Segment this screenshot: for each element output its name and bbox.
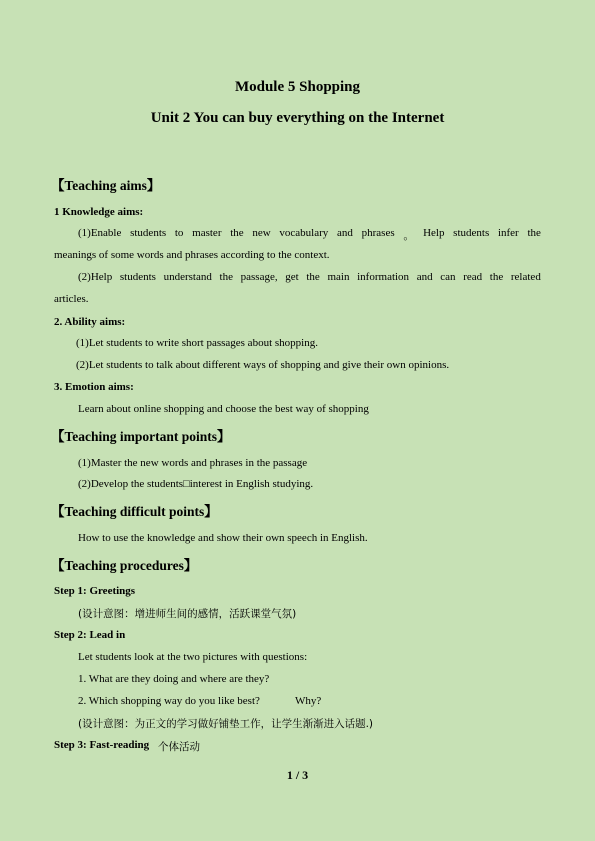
justified-word: to: [174, 227, 184, 239]
knowledge-item2-line2: articles.: [54, 293, 89, 305]
justified-word: and: [416, 271, 433, 283]
important-item1: (1)Master the new words and phrases in the passage: [78, 457, 308, 469]
step1-heading: Step 1: Greetings: [54, 585, 136, 597]
ability-item1: (1)Let students to write short passages about shopping.: [76, 337, 318, 349]
emotion-item1: Learn about online shopping and choose the best way of shopping: [78, 403, 369, 415]
justified-word: and: [337, 227, 353, 239]
justified-word: students: [119, 271, 156, 283]
difficult-item1: How to use the knowledge and show their own speech in English.: [78, 532, 368, 544]
justified-word: can: [440, 271, 456, 283]
important-item2: (2)Develop the students□interest in English studying.: [78, 478, 314, 490]
justified-word: master: [192, 227, 222, 239]
knowledge-aims-heading: 1 Knowledge aims:: [54, 206, 144, 218]
ability-item2: (2)Let students to talk about different ways of shopping and give their own opinions.: [76, 359, 450, 371]
step2-question2-why: Why?: [295, 695, 322, 707]
step2-heading: Step 2: Lead in: [54, 629, 126, 641]
step2-question1: 1. What are they doing and where are they?: [78, 673, 270, 685]
justified-word: understand: [163, 271, 212, 283]
justified-word: passage,: [240, 271, 278, 283]
unit-title: Unit 2 You can buy everything on the Internet: [150, 110, 445, 126]
justified-word: students: [130, 227, 167, 239]
justified-word: the: [219, 271, 233, 283]
justified-word: new: [252, 227, 271, 239]
justified-word: students: [453, 227, 490, 239]
teaching-aims-heading: 【Teaching aims】: [51, 178, 161, 193]
knowledge-item1-line1: [78, 227, 541, 243]
justified-word: get: [285, 271, 299, 283]
justified-word: the: [527, 227, 541, 239]
step3-heading: Step 3: Fast-reading: [54, 739, 150, 751]
knowledge-item2-line1: [78, 271, 541, 283]
justified-word: Help: [423, 227, 445, 239]
difficult-points-heading: 【Teaching difficult points】: [51, 504, 218, 519]
knowledge-item1-line2: meanings of some words and phrases according to the context.: [54, 249, 330, 261]
step3-suffix: 个体活动: [158, 741, 200, 753]
justified-word: information: [357, 271, 410, 283]
page-number: 1 / 3: [286, 768, 309, 782]
important-points-heading: 【Teaching important points】: [51, 429, 231, 444]
ability-aims-heading: 2. Ability aims:: [54, 316, 126, 328]
justified-word: the: [489, 271, 504, 283]
justified-word: (2)Help: [78, 271, 113, 283]
justified-word: (1)Enable: [78, 227, 122, 239]
justified-word: read: [463, 271, 483, 283]
step2-line1: Let students look at the two pictures with questions:: [78, 651, 308, 663]
step2-question2: 2. Which shopping way do you like best?: [78, 695, 260, 707]
justified-word: 。: [403, 230, 415, 242]
emotion-aims-heading: 3. Emotion aims:: [54, 381, 134, 393]
justified-word: infer: [497, 227, 519, 239]
justified-word: main: [327, 271, 350, 283]
step2-note: (设计意图：为正文的学习做好铺垫工作，让学生渐渐进入话题.): [78, 718, 374, 730]
justified-word: related: [510, 271, 541, 283]
procedures-heading: 【Teaching procedures】: [51, 558, 198, 573]
justified-word: the: [230, 227, 244, 239]
justified-word: vocabulary: [279, 227, 329, 239]
justified-word: the: [306, 271, 320, 283]
module-title: Module 5 Shopping: [234, 79, 361, 95]
step1-note: (设计意图：增进师生间的感情，活跃课堂气氛): [78, 608, 297, 620]
justified-word: phrases: [361, 227, 395, 239]
